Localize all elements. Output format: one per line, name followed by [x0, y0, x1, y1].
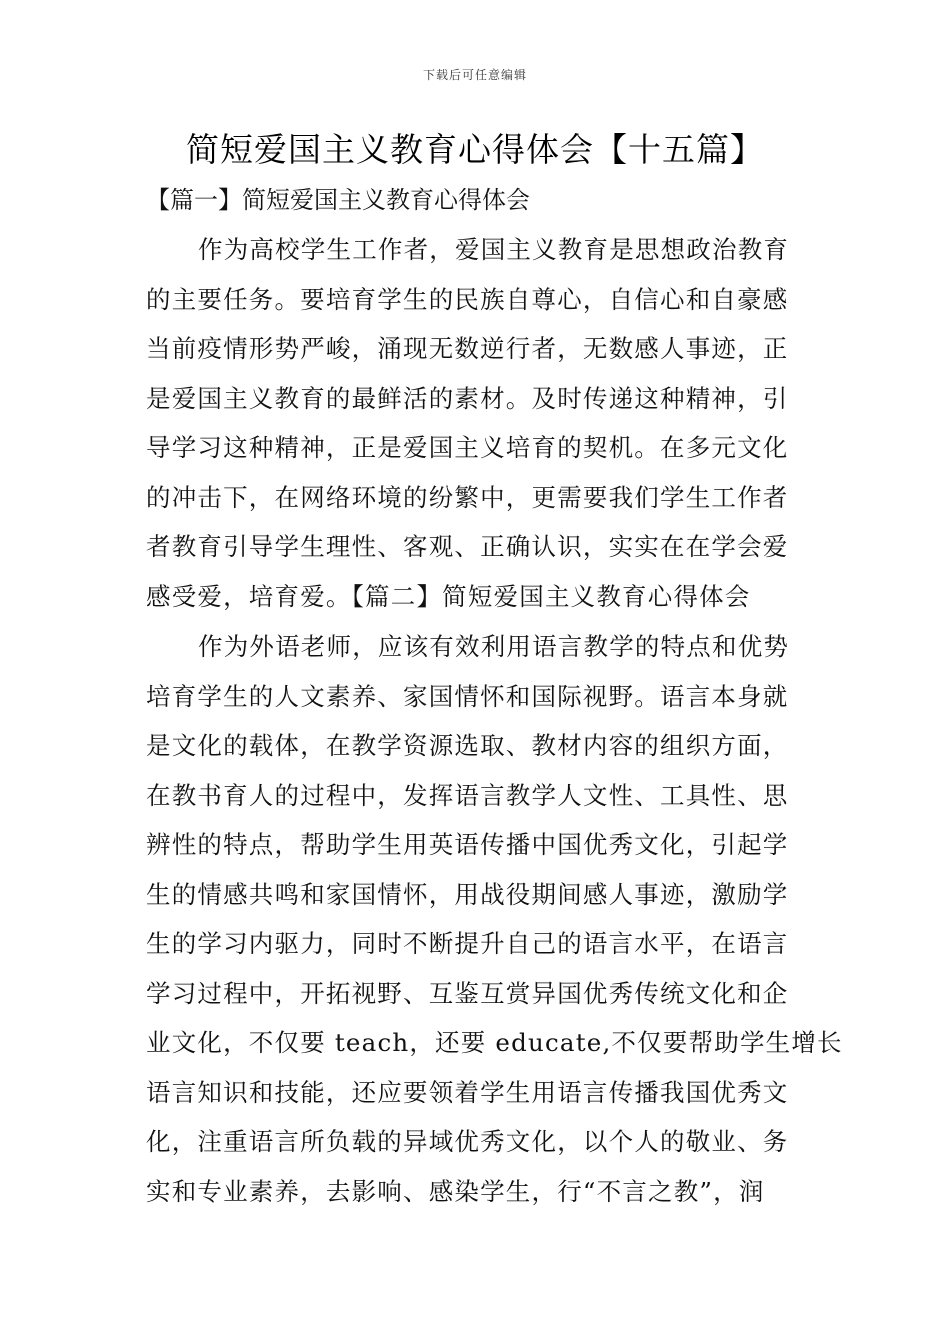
header-note: 下载后可任意编辑 [422, 68, 527, 82]
paragraph-1-line: 当前疫情形势严峻，涌现无数逆行者，无数感人事迹，正 [146, 334, 789, 363]
paragraph-1-line: 作为高校学生工作者，爱国主义教育是思想政治教育 [198, 235, 790, 264]
paragraph-1-line: 感受爱，培育爱。【篇二】简短爱国主义教育心得体会 [146, 581, 751, 611]
paragraph-2-line: 是文化的载体，在教学资源选取、教材内容的组织方面， [146, 731, 789, 760]
document-title: 简短爱国主义教育心得体会【十五篇】 [186, 130, 764, 169]
paragraph-2-line: 作为外语老师，应该有效利用语言教学的特点和优势 [198, 632, 790, 661]
paragraph-2-line: 辨性的特点，帮助学生用英语传播中国优秀文化，引起学 [146, 830, 789, 859]
paragraph-2-line: 化，注重语言所负载的异域优秀文化，以个人的敬业、务 [146, 1127, 789, 1156]
paragraph-2-line: 生的学习内驱力，同时不断提升自己的语言水平，在语言 [146, 929, 789, 958]
paragraph-1-line: 导学习这种精神，正是爱国主义培育的契机。在多元文化 [146, 433, 789, 462]
paragraph-2-line: 语言知识和技能，还应要领着学生用语言传播我国优秀文 [146, 1077, 789, 1107]
paragraph-2-line: 生的情感共鸣和家国情怀，用战役期间感人事迹，激励学 [146, 879, 789, 909]
section-heading-1: 【篇一】简短爱国主义教育心得体会 [146, 186, 530, 214]
paragraph-2-line: 在教书育人的过程中，发挥语言教学人文性、工具性、思 [146, 780, 789, 810]
paragraph-2-line: 培育学生的人文素养、家国情怀和国际视野。语言本身就 [146, 681, 789, 711]
paragraph-2-line: 业文化，不仅要 teach，还要 educate,不仅要帮助学生增长 [146, 1028, 843, 1057]
paragraph-2 [146, 622, 843, 1216]
paragraph-1-line: 是爱国主义教育的最鲜活的素材。及时传递这种精神，引 [146, 383, 789, 413]
paragraph-1-line: 者教育引导学生理性、客观、正确认识，实实在在学会爱 [146, 532, 789, 561]
paragraph-2-line: 实和专业素养，去影响、感染学生，行“不言之教”，润 [146, 1176, 765, 1206]
paragraph-1-line: 的主要任务。要培育学生的民族自尊心，自信心和自豪感 [146, 284, 789, 314]
paragraph-1-line: 的冲击下，在网络环境的纷繁中，更需要我们学生工作者 [146, 482, 789, 512]
paragraph-2-line: 学习过程中，开拓视野、互鉴互赏异国优秀传统文化和企 [146, 978, 789, 1008]
paragraph-1 [146, 225, 808, 621]
